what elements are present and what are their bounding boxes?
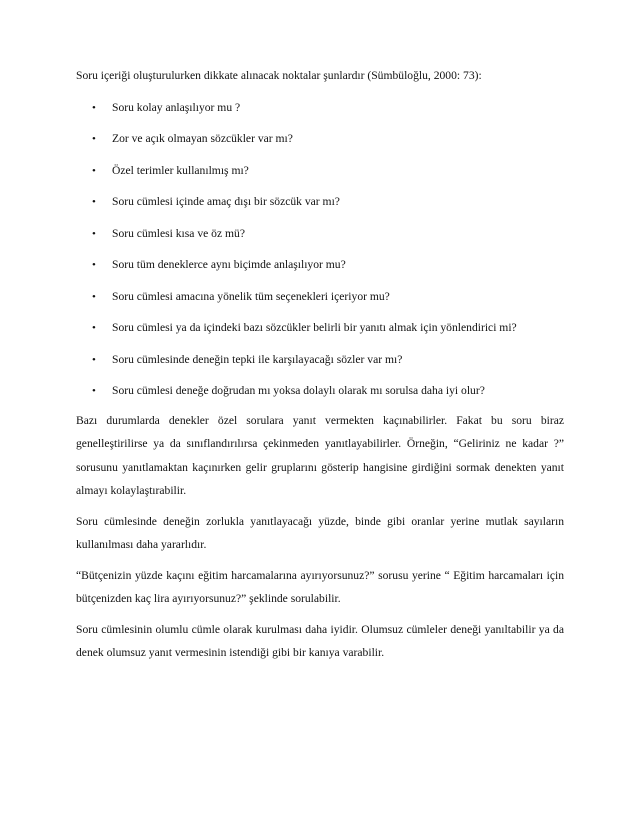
list-item — [76, 100, 564, 116]
list-item-text: Soru cümlesi içinde amaç dışı bir sözcük var mı? — [112, 195, 340, 208]
list-item-text: Soru cümlesi amacına yönelik tüm seçenekleri içeriyor mu? — [112, 289, 390, 303]
document-page — [76, 68, 564, 672]
body-paragraph: Bazı durumlarda denekler özel sorulara yanıt vermekten kaçınabilirler. Fakat bu soru biraz genelleştirilirse ya da sınıflandırılırsa çekinmeden yanıtlayabilirler. Örneğin, “Geliriniz ne kadar ?” sorusunu yanıtlamaktan kaçınırken gelir gruplarını gösterip hangisine girdiğini sormak denekten yanıt almayı kolaylaştırabilir. — [76, 413, 564, 497]
list-item-text: Soru cümlesi deneğe doğrudan mı yoksa dolaylı olarak mı sorulsa daha iyi olur? — [112, 384, 485, 397]
list-item — [76, 352, 564, 368]
list-item-text: Soru cümlesinde deneğin tepki ile karşılayacağı sözler var mı? — [112, 352, 403, 366]
intro-text: Soru içeriği oluşturulurken dikkate alınacak noktalar şunlardır (Sümbüloğlu, 2000: 73): — [76, 69, 482, 82]
bullet-icon: • — [92, 133, 96, 145]
body-paragraph: Soru cümlesinin olumlu cümle olarak kurulması daha iyidir. Olumsuz cümleler deneği yanıltabilir ya da denek olumsuz yanıt vermesinin istendiği gibi bir kanıya varabilir. — [76, 622, 564, 659]
bullet-icon: • — [92, 385, 96, 397]
body-paragraph: “Bütçenizin yüzde kaçını eğitim harcamalarına ayırıyorsunuz?” sorusu yerine “ Eğitim harcamaları için bütçenizden kaç lira ayırıyorsunuz?” şeklinde sorulabilir. — [76, 568, 564, 605]
list-item — [76, 226, 564, 242]
question-checklist — [76, 100, 564, 400]
bullet-icon: • — [92, 259, 96, 271]
bullet-icon: • — [92, 164, 96, 177]
list-item-text: Soru tüm deneklerce aynı biçimde anlaşılıyor mu? — [112, 258, 346, 271]
list-item — [76, 131, 564, 147]
list-item-text: Özel terimler kullanılmış mı? — [112, 163, 249, 177]
bullet-icon: • — [92, 290, 96, 303]
list-item-text: Zor ve açık olmayan sözcükler var mı? — [112, 132, 293, 145]
bullet-icon: • — [92, 196, 96, 208]
bullet-icon: • — [92, 101, 96, 114]
bullet-icon: • — [92, 227, 96, 240]
list-item — [76, 383, 564, 399]
bullet-icon: • — [92, 353, 96, 366]
list-item — [76, 320, 564, 336]
body-paragraph: Soru cümlesinde deneğin zorlukla yanıtlayacağı yüzde, binde gibi oranlar yerine mutlak sayıların kullanılması daha yararlıdır. — [76, 514, 564, 551]
list-item-text: Soru cümlesi ya da içindeki bazı sözcükler belirli bir yanıtı almak için yönlendirici mi? — [112, 321, 517, 334]
list-item-text: Soru cümlesi kısa ve öz mü? — [112, 226, 245, 240]
list-item — [76, 194, 564, 210]
bullet-icon: • — [92, 322, 96, 334]
list-item — [76, 257, 564, 273]
list-item-text: Soru kolay anlaşılıyor mu ? — [112, 100, 241, 114]
list-item — [76, 289, 564, 305]
list-item — [76, 163, 564, 179]
